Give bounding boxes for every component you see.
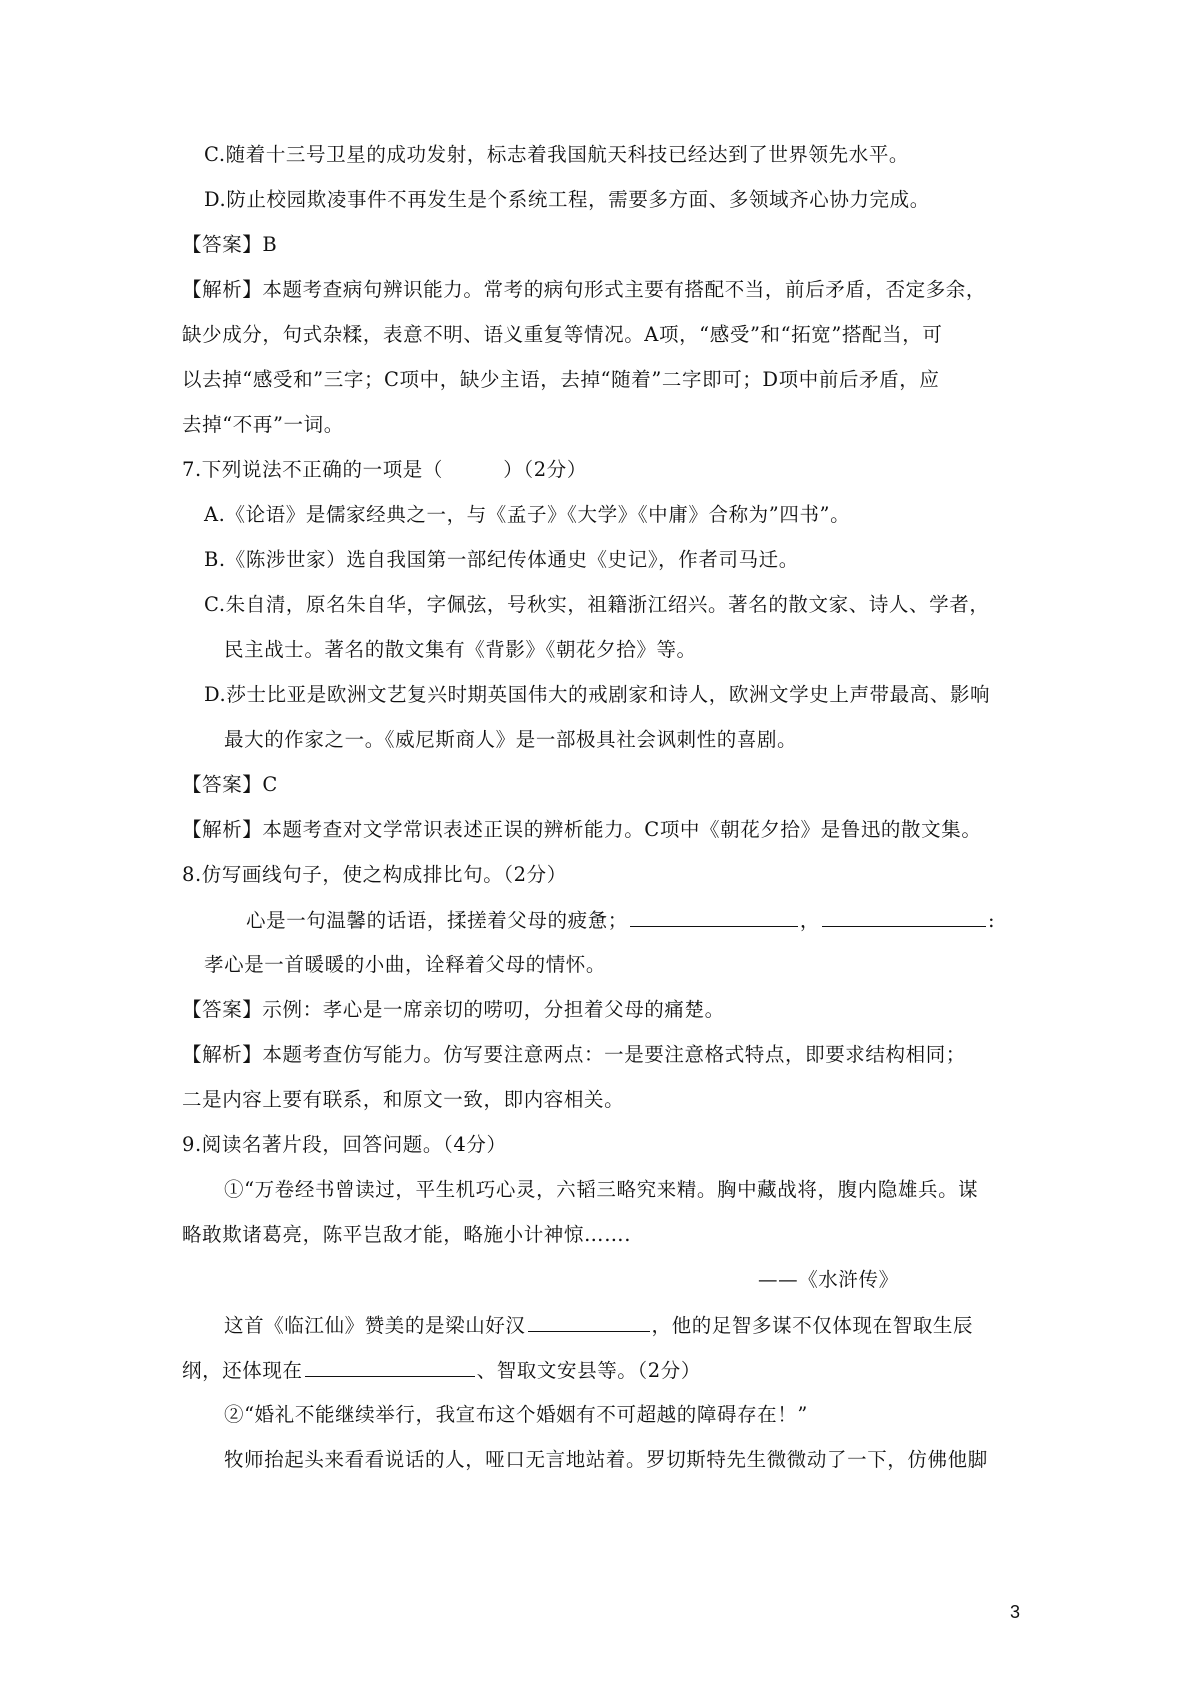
answer-blank[interactable] bbox=[528, 1311, 650, 1332]
text-line: ①“万卷经书曾读过，平生机巧心灵，六韬三略究来精。胸中藏战将，腹内隐雄兵。谋 bbox=[224, 1178, 979, 1201]
option-d: D.莎士比亚是欧洲文艺复兴时期英国伟大的戒剧家和诗人，欧洲文学史上声带最高、影响 bbox=[204, 683, 991, 706]
answer-label: 【答案】C bbox=[182, 773, 278, 796]
text-line bbox=[246, 906, 995, 935]
answer-blank[interactable] bbox=[630, 906, 798, 927]
option-c: C.朱自清，原名朱自华，字佩弦，号秋实，祖籍浙江绍兴。著名的散文家、诗人、学者， bbox=[204, 593, 990, 616]
text-segment: : bbox=[988, 909, 996, 932]
text-segment: ，他的足智多谋不仅体现在智取生辰 bbox=[651, 1314, 974, 1337]
text-line: 牧师抬起头来看看说话的人，哑口无言地站着。罗切斯特先生微微动了一下，仿佛他脚 bbox=[224, 1448, 988, 1471]
page-number: 3 bbox=[1010, 1602, 1021, 1622]
question-7: 7.下列说法不正确的一项是（ ）（2分） bbox=[182, 458, 587, 481]
text-segment: 这首《临江仙》赞美的是梁山好汉 bbox=[224, 1314, 526, 1337]
text-line: ②“婚礼不能继续举行，我宣布这个婚姻有不可超越的障碍存在！” bbox=[224, 1403, 808, 1426]
text-line: 孝心是一首暖暖的小曲，诠释着父母的情怀。 bbox=[204, 953, 607, 976]
text-line: 略敢欺诸葛亮，陈平岂敌才能，略施小计神惊……. bbox=[182, 1223, 631, 1246]
option-b: B.《陈涉世家）选自我国第一部纪传体通史《史记》，作者司马迁。 bbox=[204, 548, 799, 571]
text-line bbox=[224, 1311, 973, 1340]
answer-blank[interactable] bbox=[305, 1356, 475, 1377]
text-segment: ， bbox=[799, 909, 821, 932]
answer-blank[interactable] bbox=[822, 906, 986, 927]
text-line: C.随着十三号卫星的成功发射，标志着我国航天科技已经达到了世界领先水平。 bbox=[204, 143, 910, 166]
text-segment: 心是一句温馨的话语，揉搓着父母的疲惫； bbox=[246, 909, 628, 932]
text-line: 【解析】本题考查病句辨识能力。常考的病句形式主要有搭配不当，前后矛盾，否定多余， bbox=[182, 278, 987, 301]
question-9: 9.阅读名著片段，回答问题。（4分） bbox=[182, 1133, 507, 1156]
text-line: 最大的作家之一。《威尼斯商人》是一部极具社会讽刺性的喜剧。 bbox=[224, 728, 798, 751]
answer-label: 【答案】示例：孝心是一席亲切的唠叨，分担着父母的痛楚。 bbox=[182, 998, 725, 1021]
text-line: 【解析】本题考查对文学常识表述正误的辨析能力。C项中《朝花夕拾》是鲁迅的散文集。 bbox=[182, 818, 982, 841]
text-line: 民主战士。著名的散文集有《背影》《朝花夕拾》等。 bbox=[224, 638, 697, 661]
source-citation: ——《水浒传》 bbox=[758, 1268, 899, 1291]
text-segment: 、智取文安县等。（2分） bbox=[476, 1359, 701, 1382]
question-8: 8.仿写画线句子，使之构成排比句。（2分） bbox=[182, 863, 567, 886]
text-line: 以去掉“感受和”三字；C项中，缺少主语，去掉“随着”二字即可；D项中前后矛盾，应 bbox=[182, 368, 940, 391]
text-line bbox=[182, 1356, 701, 1385]
text-line: D.防止校园欺凌事件不再发生是个系统工程，需要多方面、多领域齐心协力完成。 bbox=[204, 188, 930, 211]
text-line: 二是内容上要有联系，和原文一致，即内容相关。 bbox=[182, 1088, 625, 1111]
text-line: 【解析】本题考查仿写能力。仿写要注意两点：一是要注意格式特点，即要求结构相同； bbox=[182, 1043, 966, 1066]
option-a: A.《论语》是儒家经典之一，与《孟子》《大学》《中庸》合称为”四书”。 bbox=[204, 503, 851, 526]
text-segment: 纲，还体现在 bbox=[182, 1359, 303, 1382]
answer-label: 【答案】B bbox=[182, 233, 278, 256]
text-line: 缺少成分，句式杂糅，表意不明、语义重复等情况。A项，“感受”和“拓宽”搭配当，可 bbox=[182, 323, 943, 346]
text-line: 去掉“不再”一词。 bbox=[182, 413, 344, 436]
